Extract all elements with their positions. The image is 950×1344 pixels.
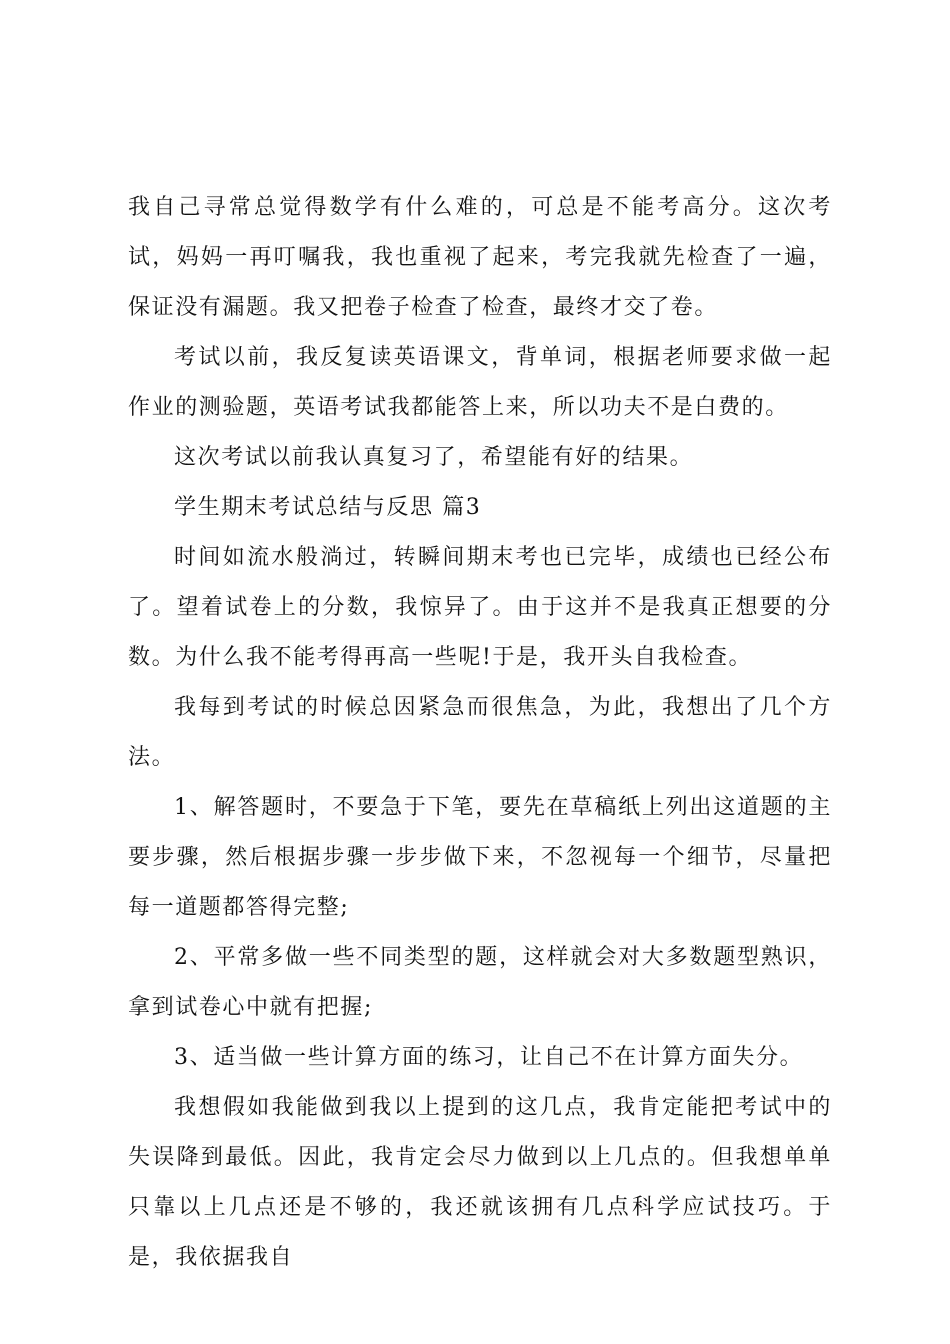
section-heading: 学生期末考试总结与反思 篇3: [174, 495, 482, 520]
paragraph-math-exam: 我自己寻常总觉得数学有什么难的，可总是不能考高分。这次考试，妈妈一再叮嘱我，我也重视了起来，考完我就先检查了一遍，保证没有漏题。我又把卷子检查了检查，最终才交了卷。: [128, 195, 832, 320]
paragraph-time-passes: 时间如流水般淌过，转瞬间期末考也已完毕，成绩也已经公布了。望着试卷上的分数，我惊异了。由于这并不是我真正想要的分数。为什么我不能考得再高一些呢!于是，我开头自我检查。: [128, 545, 832, 670]
paragraph-english-review: 考试以前，我反复读英语课文，背单词，根据老师要求做一起作业的测验题，英语考试我都能答上来，所以功夫不是白费的。: [128, 345, 832, 420]
list-item-2: 2、平常多做一些不同类型的题，这样就会对大多数题型熟识，拿到试卷心中就有把握;: [128, 945, 832, 1020]
document-body: [128, 183, 832, 1283]
paragraph-hope: 这次考试以前我认真复习了，希望能有好的结果。: [174, 445, 694, 470]
paragraph-anxiety: 我每到考试的时候总因紧急而很焦急，为此，我想出了几个方法。: [128, 695, 832, 770]
paragraph-conclusion: 我想假如我能做到我以上提到的这几点，我肯定能把考试中的失误降到最低。因此，我肯定会尽力做到以上几点的。但我想单单只靠以上几点还是不够的，我还就该拥有几点科学应试技巧。于是，我依据我自: [128, 1095, 832, 1270]
list-item-3: 3、适当做一些计算方面的练习，让自己不在计算方面失分。: [174, 1045, 804, 1070]
list-item-1: 1、解答题时，不要急于下笔，要先在草稿纸上列出这道题的主要步骤，然后根据步骤一步步做下来，不忽视每一个细节，尽量把每一道题都答得完整;: [128, 795, 832, 920]
